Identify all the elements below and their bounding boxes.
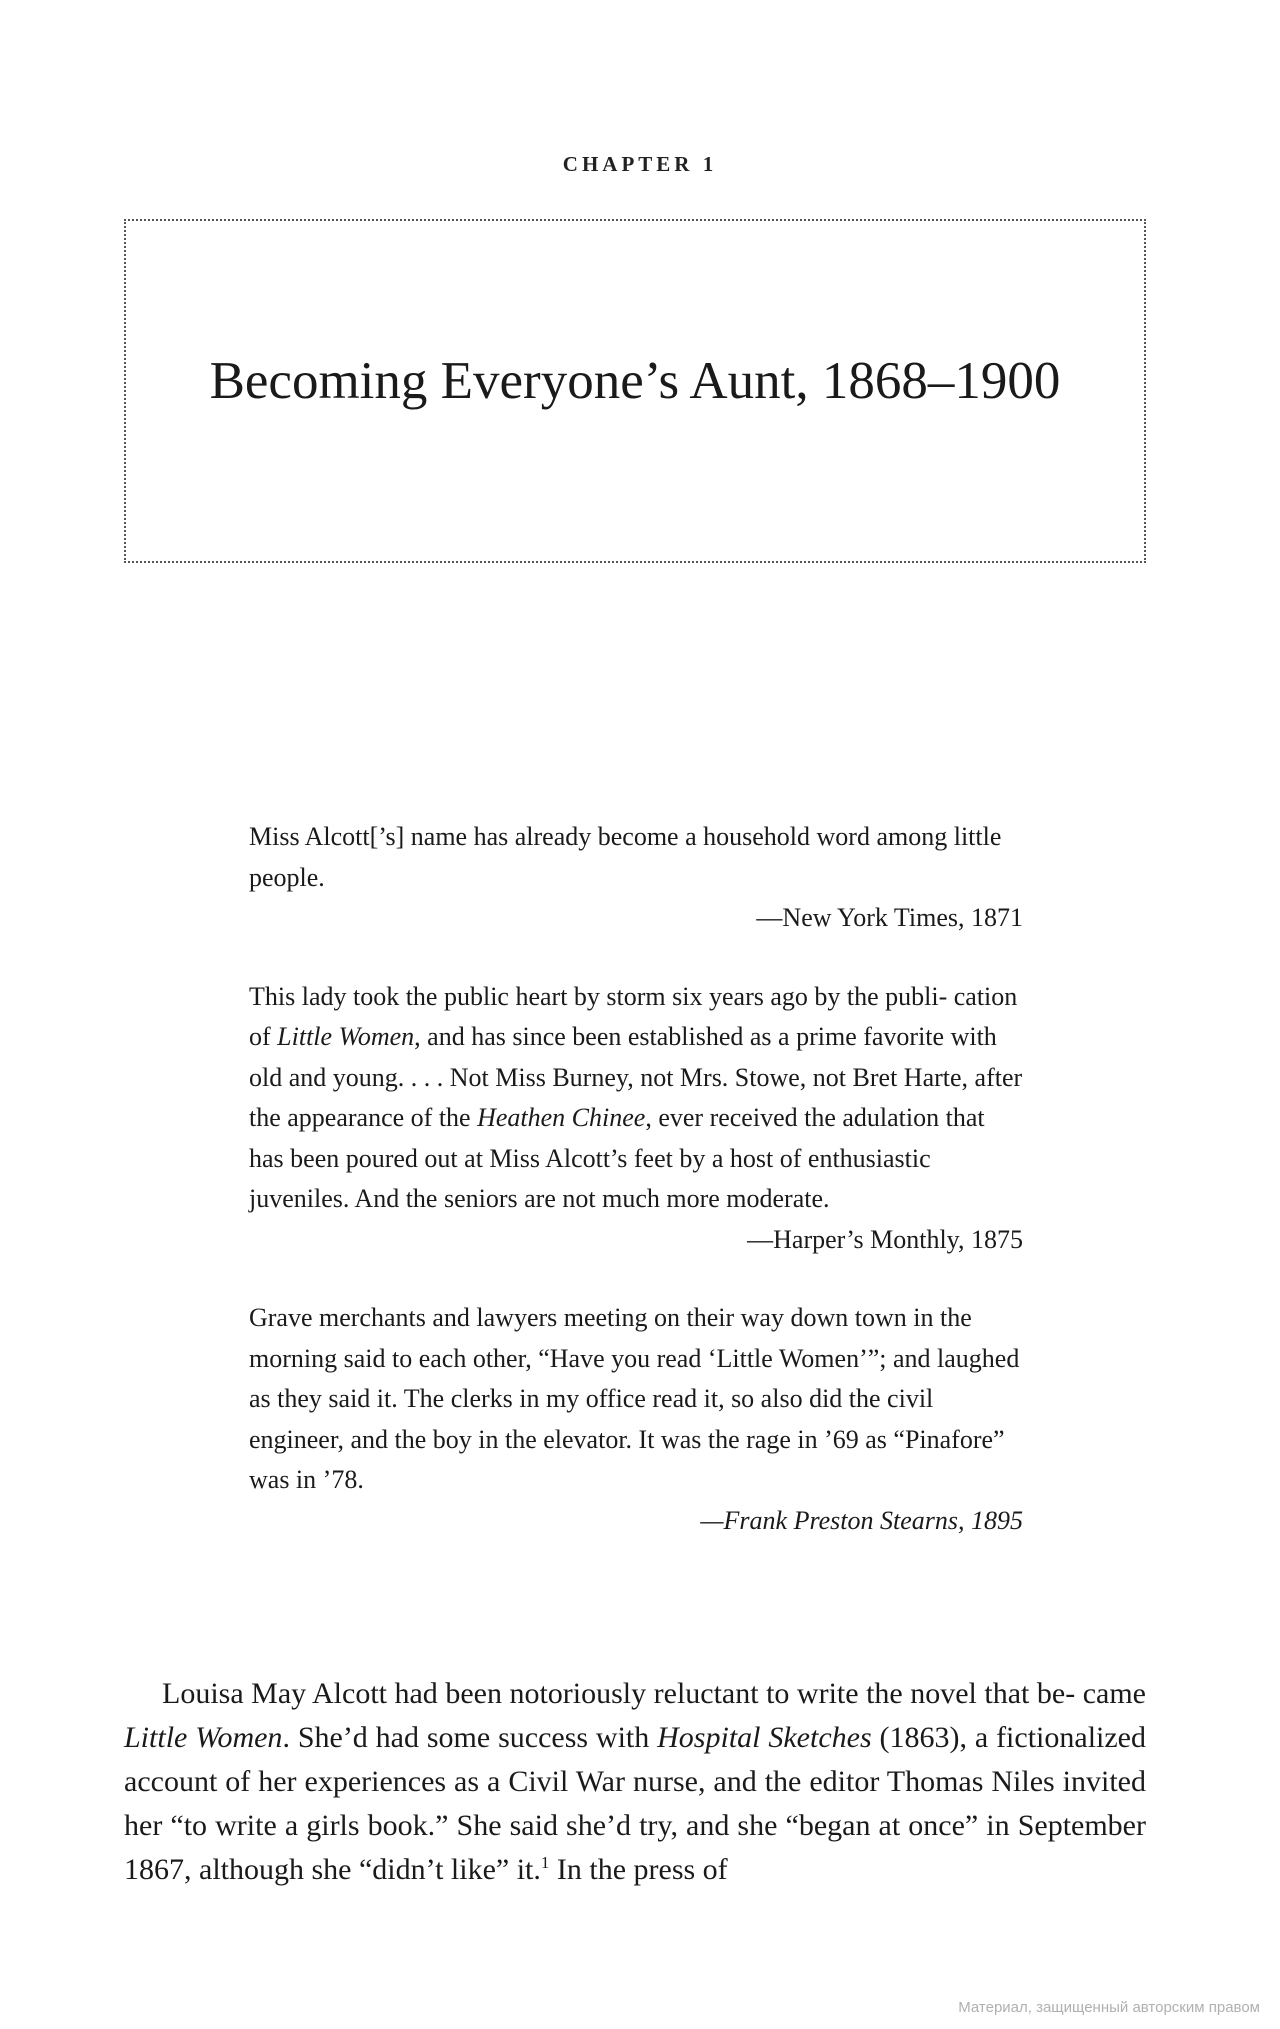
footnote-reference[interactable]: 1 — [540, 1853, 550, 1872]
body-text-part: . She’d had some success with — [282, 1721, 658, 1754]
chapter-title: Becoming Everyone’s Aunt, 1868–1900 — [209, 352, 1061, 410]
epigraph-source: —Harper’s Monthly, 1875 — [747, 1224, 1023, 1254]
epigraph-source: —Frank Preston Stearns, 1895 — [700, 1505, 1023, 1535]
body-text-part: (1863), a fictionalized account of her experiences as a Civil War nurse, and the editor Thomas Niles invited her “to write a girls book.” She said she’d try, and she “began at once” in September 1867, although she “didn’t like” it. — [124, 1721, 1146, 1886]
epigraph-text — [249, 977, 1023, 1220]
body-text-part: In the press of — [549, 1853, 728, 1886]
epigraph-source: —New York Times, 1871 — [756, 903, 1023, 932]
body-paragraph — [124, 1672, 1146, 1892]
chapter-label: CHAPTER 1 — [562, 152, 718, 176]
epigraph-text: Grave merchants and lawyers meeting on their way down town in the morning said to each other, “Have you read ‘Little Women’”; and laughed as they said it. The clerks in my office read it, so also did the civil engineer, and the boy in the elevator. It was the rage in ’69 as “Pinafore” was in ’78. — [249, 1303, 1020, 1494]
epigraph-text: Miss Alcott[’s] name has already become a household word among little people. — [249, 822, 1002, 892]
work-title-heathen-chinee: Heathen Chinee — [477, 1103, 646, 1132]
epigraph-3 — [249, 1298, 1023, 1541]
body-text-part: Louisa May Alcott had been notoriously reluctant to write the novel that be- came — [162, 1677, 1146, 1710]
book-title-little-women: Little Women — [277, 1022, 415, 1051]
book-title-hospital-sketches: Hospital Sketches — [657, 1721, 872, 1754]
chapter-title-frame — [124, 219, 1146, 563]
book-title-little-women: Little Women — [124, 1721, 283, 1754]
epigraph-text-part: , ever received the adulation that has been poured out at Miss Alcott’s feet by a host of enthusiastic juveniles. And the seniors are not much more moderate. — [249, 1103, 985, 1213]
copyright-watermark: Материал, защищенный авторским правом — [958, 1999, 1260, 2016]
epigraph-text-part: This lady took the public heart by storm six years ago by the publi- cation of — [249, 981, 1018, 1051]
epigraphs-section — [249, 817, 1023, 1579]
epigraph-1 — [249, 817, 1023, 939]
epigraph-text-part: , and has since been established as a prime favorite with old and young. . . . Not Miss Burney, not Mrs. Stowe, not Bret Harte, after the appearance of the — [249, 1022, 1023, 1132]
epigraph-2 — [249, 977, 1023, 1261]
